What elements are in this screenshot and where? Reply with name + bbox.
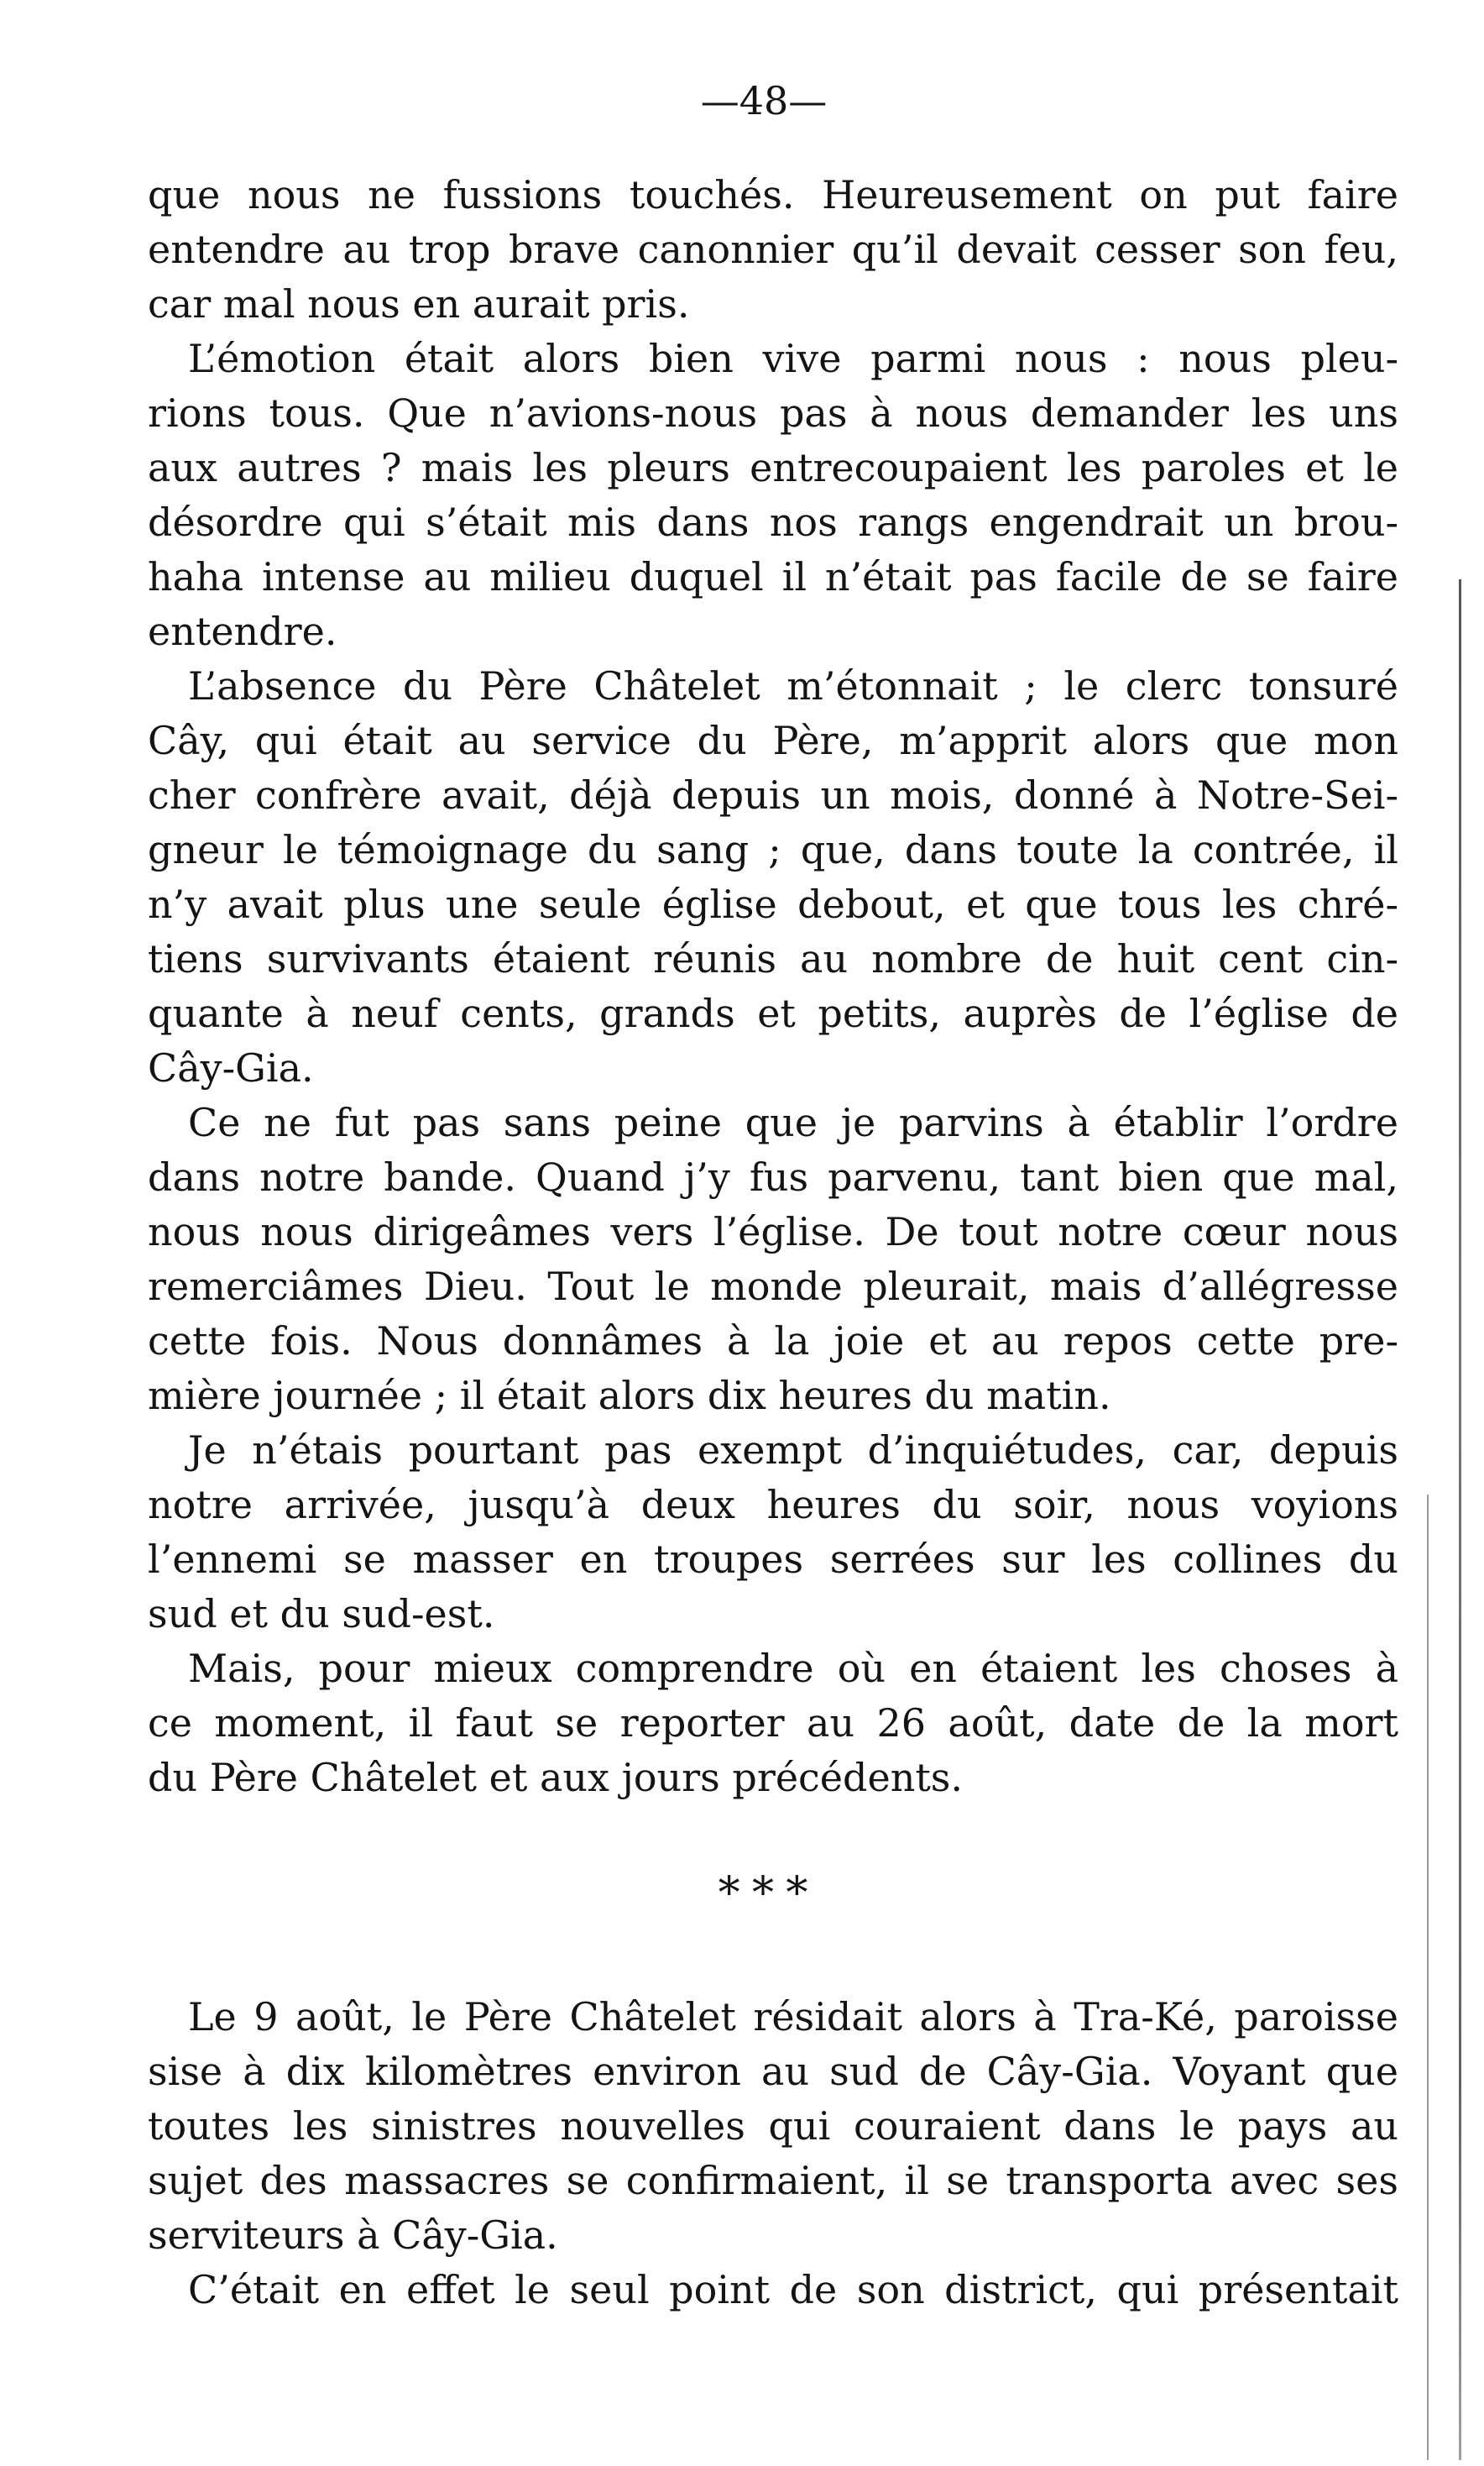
text-line: l’ennemi se masser en troupes serrées sur les collines du <box>148 1537 1398 1582</box>
text-line: entendre au trop brave canonnier qu’il devait cesser son feu, <box>148 227 1398 272</box>
text-line: ce moment, il faut se reporter au 26 août, date de la mort <box>148 1700 1398 1746</box>
text-line: Le 9 août, le Père Châtelet résidait alors à Tra-Ké, paroisse <box>188 1994 1398 2039</box>
text-line: Cây, qui était au service du Père, m’apprit alors que mon <box>148 718 1398 763</box>
text-line: sujet des massacres se confirmaient, il se transporta avec ses <box>148 2158 1398 2203</box>
text-line: du Père Châtelet et aux jours précédents. <box>148 1755 964 1800</box>
text-line: notre arrivée, jusqu’à deux heures du soir, nous voyions <box>148 1482 1398 1527</box>
text-line: Mais, pour mieux comprendre où en étaient les choses à <box>188 1646 1398 1691</box>
text-line: sise à dix kilomètres environ au sud de Cây-Gia. Voyant que <box>148 2049 1398 2094</box>
text-line: cette fois. Nous donnâmes à la joie et au repos cette pre- <box>148 1318 1398 1364</box>
text-line: gneur le témoignage du sang ; que, dans toute la contrée, il <box>148 827 1398 872</box>
text-line: remerciâmes Dieu. Tout le monde pleurait, mais d’allégresse <box>148 1264 1398 1309</box>
text-line: aux autres ? mais les pleurs entrecoupaient les paroles et le <box>148 445 1398 490</box>
text-line: Je n’étais pourtant pas exempt d’inquiétudes, car, depuis <box>188 1427 1398 1473</box>
text-line: cher confrère avait, déjà depuis un mois, donné à Notre-Sei- <box>148 772 1398 818</box>
text-line: serviteurs à Cây-Gia. <box>148 2212 558 2258</box>
text-line: entendre. <box>148 609 337 654</box>
page-number: —48— <box>700 78 828 123</box>
text-line: C’était en effet le seul point de son district, qui présentait <box>188 2267 1398 2312</box>
text-line: désordre qui s’était mis dans nos rangs engendrait un brou- <box>148 500 1398 545</box>
page-edge-line <box>1459 579 1461 2460</box>
text-line: dans notre bande. Quand j’y fus parvenu, tant bien que mal, <box>148 1154 1398 1200</box>
text-line: car mal nous en aurait pris. <box>148 281 690 327</box>
text-line: Cây-Gia. <box>148 1045 314 1091</box>
section-separator: * * * <box>718 1868 810 1919</box>
text-line: L’émotion était alors bien vive parmi nous : nous pleu- <box>188 336 1398 381</box>
text-line: que nous ne fussions touchés. Heureusement on put faire <box>148 172 1398 217</box>
text-line: nous nous dirigeâmes vers l’église. De tout notre cœur nous <box>148 1209 1398 1254</box>
text-line: toutes les sinistres nouvelles qui couraient dans le pays au <box>148 2103 1398 2149</box>
text-line: quante à neuf cents, grands et petits, auprès de l’église de <box>148 991 1398 1036</box>
text-line: mière journée ; il était alors dix heures du matin. <box>148 1373 1111 1418</box>
text-block-lower <box>148 1990 1398 2317</box>
text-line: sud et du sud-est. <box>148 1591 495 1636</box>
text-line: n’y avait plus une seule église debout, et que tous les chré- <box>148 882 1398 927</box>
page-edge-line-inner <box>1427 1495 1429 2460</box>
text-line: tiens survivants étaient réunis au nombre de huit cent cin- <box>148 936 1398 982</box>
text-line: Ce ne fut pas sans peine que je parvins à établir l’ordre <box>188 1100 1398 1145</box>
text-block-upper <box>148 168 1398 1805</box>
text-line: L’absence du Père Châtelet m’étonnait ; le clerc tonsuré <box>188 663 1398 709</box>
text-line: haha intense au milieu duquel il n’était pas facile de se faire <box>148 554 1398 599</box>
text-line: rions tous. Que n’avions-nous pas à nous demander les uns <box>148 390 1398 436</box>
